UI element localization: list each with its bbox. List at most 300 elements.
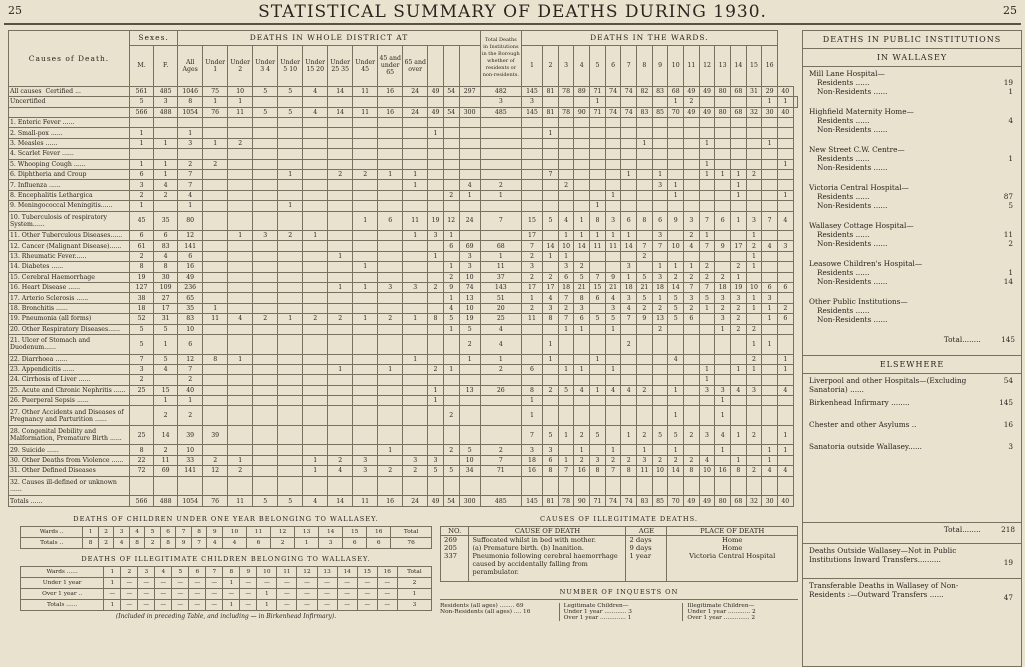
cell-value: 1 [403,354,428,364]
cell-value [459,476,480,496]
cell-value [253,149,278,159]
cell-value: 1 [154,396,178,406]
cell-value: 3 [684,211,700,231]
ward-total: 3 [319,538,343,549]
non-residents-line [809,87,1015,96]
cell-value [731,149,747,159]
cell-value [328,385,353,395]
cell-value [605,138,621,148]
cell-value: 2 [731,262,747,272]
cell-value [521,128,542,138]
cell-value: 85 [652,496,668,507]
cell-value [543,406,559,426]
cell-value [303,283,328,293]
cell-value [378,455,403,465]
col-ward: 1 [521,45,542,86]
cell-value [652,445,668,455]
cell-value: 5 [543,211,559,231]
cell-value: 5 [668,425,684,445]
residents-label: Residents ...... [817,192,870,201]
cell-value: 21 [574,283,590,293]
cell-value: 3 [178,138,203,148]
cell-value [403,406,428,426]
cell-value: 4 [328,466,353,476]
cell-value: 6 [590,293,606,303]
cell-value: 1 [621,231,637,241]
cell-value [543,138,559,148]
cell-value: 8 [154,262,178,272]
cell-value [378,293,403,303]
cell-value [605,406,621,426]
cell-value: 5 [605,314,621,324]
cell-value [605,118,621,128]
cell-value [574,251,590,261]
illeg-head-row [21,567,432,578]
cell-value: 2 [328,314,353,324]
institution-item [803,295,1021,333]
cell-value: 236 [178,283,203,293]
cell-value [378,385,403,395]
cell-value [621,97,637,107]
cell-value: 2 [443,190,459,200]
illeg-cell: — [121,589,138,600]
cell-value [731,476,747,496]
cell-value [746,159,762,169]
col-ward: 4 [574,45,590,86]
cell-value [203,180,228,190]
cell-value [303,425,328,445]
cell-value [443,385,459,395]
cell-value: 7 [480,211,521,231]
cell-value [621,445,637,455]
cell-value: 1 [353,262,378,272]
cell-value [353,241,378,251]
cell-value [443,335,459,355]
cell-value: 1 [403,314,428,324]
institution-item [803,219,1021,257]
cell-value: 7 [652,241,668,251]
cell-value [668,324,684,334]
cell-value [428,262,444,272]
cell-value [668,396,684,406]
cell-value: 1 [543,251,559,261]
cell-value: 83 [637,107,653,117]
residents-line [809,192,1015,201]
cell-value: 5 [590,425,606,445]
cell-value: 2 [178,375,203,385]
cell-value [459,128,480,138]
cell-value: 2 [154,406,178,426]
cell-value: 2 [637,425,653,445]
cell-value: 1 [777,97,793,107]
cell-value: 3 [253,231,278,241]
cell-value [253,251,278,261]
cell-value: 566 [130,107,154,117]
cell-value: 74 [605,107,621,117]
cell-value [303,364,328,374]
cell-value [328,293,353,303]
cause-row [9,396,798,406]
illeg-cell: — [337,578,357,589]
cell-value: 69 [154,466,178,476]
cell-value: 1 [605,445,621,455]
cell-value: 5 [668,293,684,303]
cell-value [459,364,480,374]
cell-value [668,364,684,374]
col-ward: 10 [668,45,684,86]
cell-value [652,138,668,148]
cell-value [378,190,403,200]
cell-value: 1 [652,170,668,180]
cell-value [715,231,731,241]
cell-value: 68 [731,86,747,96]
cell-value: 1 [762,138,778,148]
illeg-head: 2 [121,567,138,578]
cell-value: 2 [303,314,328,324]
cell-value: 1 [521,396,542,406]
illeg-cell: — [377,600,397,611]
elsewhere-item [803,374,1021,396]
cell-value [480,476,521,496]
cell-value [428,201,444,211]
institution-name: Mill Lane Hospital— [809,69,885,78]
cell-value: 14 [574,241,590,251]
cell-value [459,231,480,241]
cell-value [521,180,542,190]
cell-value [684,149,700,159]
cell-value [621,128,637,138]
cell-value [378,354,403,364]
cell-value: 18 [558,283,574,293]
cell-value [403,149,428,159]
non-residents-line [809,315,1015,324]
cell-value [459,97,480,107]
cause-row [9,190,798,200]
cell-value: 1 [605,231,621,241]
deaths-table [8,30,798,507]
cell-value [668,138,684,148]
cell-value [684,396,700,406]
cell-value [428,241,444,251]
cell-value: 1 [278,201,303,211]
ward-number: 5 [145,527,161,538]
cell-value [228,303,253,313]
cell-value: 1 [558,455,574,465]
outside-wallasey-label: Deaths Outside Wallasey—Not in Public Institutions Inward Transfers.......... [809,546,957,564]
cell-value [428,190,444,200]
cell-value: 1 [574,445,590,455]
cell-value [203,283,228,293]
cell-value [378,231,403,241]
cell-value: 68 [731,107,747,117]
cell-value [378,262,403,272]
cell-value: 1 [558,251,574,261]
cell-value: 21 [605,283,621,293]
cell-value: 2 [378,314,403,324]
cell-value [130,149,154,159]
cell-value: 5 [130,324,154,334]
cause-label: 26. Puerperal Sepsis ...... [9,396,130,406]
residents-label: Residents ...... [817,78,870,87]
illeg-cell: — [172,600,189,611]
cell-value: 10 [668,241,684,251]
illeg-cell: 3 [397,600,431,611]
cell-value: 1 [652,262,668,272]
cell-value [228,149,253,159]
cell-value: 21 [637,283,653,293]
cell-value [574,406,590,426]
non-residents-line [809,201,1015,210]
cell-value: 81 [543,107,559,117]
illeg-cell: — [206,578,223,589]
cell-value: 54 [443,107,459,117]
cell-value [278,375,303,385]
cell-value: 1 [203,303,228,313]
cell-value: 2 [777,303,793,313]
cause-label: 4. Scarlet Fever ...... [9,149,130,159]
illeg-cell: — [357,578,377,589]
cell-value: 2 [731,324,747,334]
ward-number: 2 [98,527,114,538]
cell-value: 7 [178,364,203,374]
cell-value: 20 [480,303,521,313]
cell-value: 1 [353,283,378,293]
cell-value [378,241,403,251]
cell-value [443,476,459,496]
cell-value [303,354,328,364]
cell-value: 3 [558,262,574,272]
illeg-cell: — [297,600,317,611]
cell-value: 78 [558,86,574,96]
illeg-cell: — [297,589,317,600]
cell-value [459,159,480,169]
illeg-head: 11 [277,567,297,578]
cell-value [684,335,700,355]
cell-value: 1 [154,170,178,180]
cell-value [574,118,590,128]
cell-value: 3 [353,455,378,465]
cell-value [353,354,378,364]
cell-value [621,138,637,148]
ward-total: 8 [83,538,99,549]
cell-value [762,159,778,169]
cell-value: 3 [684,293,700,303]
illeg-cell: — [189,578,206,589]
cell-value [605,375,621,385]
illeg-cell: — [104,589,121,600]
cell-value: 3 [480,97,521,107]
cell-value [203,396,228,406]
cell-value [203,385,228,395]
cell-value [543,190,559,200]
cell-value [328,241,353,251]
summary-row [9,86,798,96]
summary-row [9,107,798,117]
cell-value: 2 [228,138,253,148]
cell-value: 5 [459,445,480,455]
cell-value: 16 [178,262,203,272]
illeg-cell: — [155,600,172,611]
illeg-row [21,578,432,589]
cell-value: 2 [684,231,700,241]
cell-value: 70 [668,496,684,507]
cell-value: 11 [403,211,428,231]
cell-value: 2 [403,466,428,476]
cell-value: 1 [574,324,590,334]
cell-value [777,149,793,159]
col-male: M. [130,45,154,86]
cell-value: 1 [480,354,521,364]
cell-value: 1 [590,354,606,364]
non-residents-value: 2 [1008,239,1013,248]
cell-value [303,303,328,313]
cause-label: 15. Cerebral Haemorrhage [9,272,130,282]
cell-value: 14 [328,86,353,96]
cell-value [543,159,559,169]
inquests-title: NUMBER OF INQUESTS ON [559,588,679,596]
cell-value: 1 [731,272,747,282]
cell-value [558,375,574,385]
cell-value [428,180,444,190]
cell-value [303,241,328,251]
cell-value: 76 [203,107,228,117]
cell-value: 24 [403,496,428,507]
cell-value [715,335,731,355]
institution-item [803,105,1021,143]
cell-value [253,283,278,293]
cell-value: 2 [684,303,700,313]
cell-value: 1 [403,180,428,190]
cell-value: 1 [574,211,590,231]
cell-value: 2 [253,314,278,324]
cell-value: 2 [428,283,444,293]
page-number-left: 25 [8,4,22,17]
cell-value [590,128,606,138]
cell-value: 1 [443,364,459,374]
cell-value [253,335,278,355]
cell-value: 4 [684,241,700,251]
cell-value [637,180,653,190]
cell-value: 7 [480,455,521,465]
cell-value: 10 [652,466,668,476]
cell-value: 2 [443,445,459,455]
cell-value [303,262,328,272]
cell-value [590,396,606,406]
col-ward: 8 [637,45,653,86]
cell-value: 2 [154,190,178,200]
cell-value [668,335,684,355]
cell-value: 40 [777,496,793,507]
cell-value [378,335,403,355]
cell-value [203,272,228,282]
elsewhere-label: Liverpool and other Hospitals—(Excluding Sanatoria) ...... [809,376,967,394]
cell-value [668,159,684,169]
cell-value [543,201,559,211]
cause-label: 18. Bronchitis ...... [9,303,130,313]
cell-value: 61 [130,241,154,251]
cell-value: 3 [715,385,731,395]
cell-value [443,97,459,107]
cell-value: 3 [459,262,480,272]
cell-value [715,455,731,465]
cell-value: 5 [130,97,154,107]
cell-value: 13 [459,293,480,303]
cause-label: 28. Congenital Debility and Malformation, Premature Birth ...... [9,425,130,445]
illeg-cell: — [138,600,155,611]
cell-value: 80 [715,496,731,507]
cell-value [378,396,403,406]
col-ward: 11 [684,45,700,86]
cell-value: 8 [203,354,228,364]
cell-value [684,201,700,211]
cell-value: 6 [652,211,668,231]
cell-value: 9 [715,241,731,251]
cell-value [637,97,653,107]
cell-value: 16 [378,496,403,507]
illeg-cell: — [121,600,138,611]
cell-value: 71 [590,107,606,117]
causes-header: Causes of Death. [9,31,130,87]
transferable-deaths-value: 47 [1003,593,1013,602]
cell-value: 1 [543,335,559,355]
cell-value [353,201,378,211]
cell-value: 70 [668,107,684,117]
cell-value [253,211,278,231]
cell-value [278,324,303,334]
cell-value: 37 [480,272,521,282]
cell-value [378,138,403,148]
cell-value: 488 [154,107,178,117]
cell-value [684,128,700,138]
cell-value [328,272,353,282]
cell-value: 6 [378,211,403,231]
cell-value [403,272,428,282]
cell-value [278,138,303,148]
cell-value [228,170,253,180]
cell-value [228,118,253,128]
cell-value [637,118,653,128]
cell-value [543,324,559,334]
cell-value: 81 [543,86,559,96]
cell-value: 19 [459,314,480,324]
cell-value: 2 [684,425,700,445]
cell-value [228,283,253,293]
illeg-cell: 1 [397,589,431,600]
cell-value: 1 [699,364,715,374]
cell-value: 81 [543,496,559,507]
elsewhere-list [803,374,1021,462]
cell-value: 485 [154,86,178,96]
cell-value [428,375,444,385]
cell-value [328,375,353,385]
cell-value [605,425,621,445]
cell-value: 127 [130,283,154,293]
cell-value [428,406,444,426]
cell-value: 4 [605,385,621,395]
cell-value: 14 [328,107,353,117]
residents-line [809,268,1015,277]
ward-number: 15 [343,527,367,538]
cause-row [9,118,798,128]
cell-value [731,128,747,138]
cell-value: 1 [746,303,762,313]
cell-value: 8 [590,466,606,476]
cause-label: 10. Tuberculosis of respiratory System...... [9,211,130,231]
cell-value [652,364,668,374]
cell-value: 2 [684,455,700,465]
cell-value: 3 [574,303,590,313]
cell-value [203,364,228,374]
